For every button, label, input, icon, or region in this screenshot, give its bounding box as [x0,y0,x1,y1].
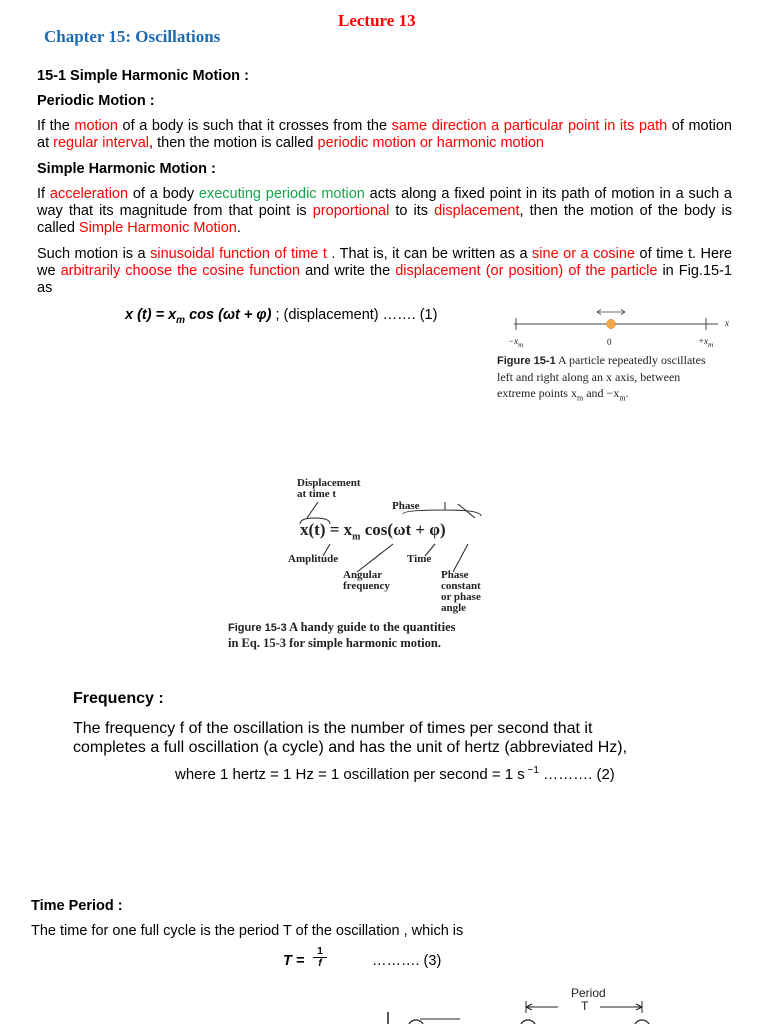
equation-3-number: ………. (3) [372,953,442,969]
figure-15-1-zero-label: 0 [607,337,612,347]
frequency-heading: Frequency : [73,690,164,707]
fig15-3-angular-frequency-label: Angular frequency [343,569,390,592]
shm-heading: Simple Harmonic Motion : [37,161,216,177]
period-figure-label: Period [571,986,606,1000]
section-title: 15-1 Simple Harmonic Motion : [37,68,249,84]
time-period-paragraph: The time for one full cycle is the period T of the oscillation , which is [31,923,464,939]
time-period-heading: Time Period : [31,898,123,914]
periodic-motion-heading: Periodic Motion : [37,93,155,109]
equation-2: where 1 hertz = 1 Hz = 1 oscillation per second = 1 s $^{-1}$ ………. (2) [175,765,615,783]
period-figure-t-label: T [581,999,589,1013]
figure-15-1-caption: Figure 15-1 A particle repeatedly oscillates left and right along an x axis, between extreme points $x_m$ and $-x_m$. [497,353,706,403]
fig15-3-equation: $x(t) = x_m$ cos(ωt + φ) [300,520,446,543]
fig15-3-displacement-label: Displacement at time t [297,477,361,500]
frequency-paragraph: The frequency f of the oscillation is the number of times per second that it completes a full oscillation (a cycle) and has the unit of hertz (abbreviated Hz), [73,720,628,756]
figure-15-1-neg-label: $-x_m$ [508,336,524,349]
equation-3-lhs: T = [283,953,305,969]
shm-paragraph: If acceleration of a body executing periodic motion acts along a fixed point in its path of motion in a such a way that its magnitude from that point is proportional to its displacement, then the motion of the body is called Simple Harmonic Motion. [37,186,732,236]
fig15-3-amplitude-label: Amplitude [288,553,339,565]
fig15-3-phase-label: Phase [392,500,420,512]
fig15-3-phase-constant-label: Phase constant or phase angle [441,569,481,614]
periodic-motion-paragraph: If the motion of a body is such that it crosses from the same direction a particular point in its path of motion at regular interval, then the motion is called periodic motion or harmonic motion [37,118,732,151]
chapter-title: Chapter 15: Oscillations [44,27,221,46]
lecture-number: Lecture 13 [338,11,416,30]
equation-1: x $(t) = x_m$ cos (ωt + φ) ; (displacement) ……. (1) [125,307,438,326]
period-figure-diagram [380,998,670,1024]
equation-3-fraction: 1 f [313,946,327,969]
fig15-3-time-label: Time [407,553,432,565]
figure-15-1-axis-label: x [725,318,729,328]
fig15-3-caption: Figure 15-3 A handy guide to the quantities in Eq. 15-3 for simple harmonic motion. [228,620,456,650]
sinusoidal-paragraph: Such motion is a sinusoidal function of time t . That is, it can be written as a sine or a cosine of time t. Here we arbitrarily choose the cosine function and write the displacement (or position) of the particle in Fig.15-1 as [37,246,732,296]
figure-15-1-pos-label: $+x_m$ [698,336,714,349]
